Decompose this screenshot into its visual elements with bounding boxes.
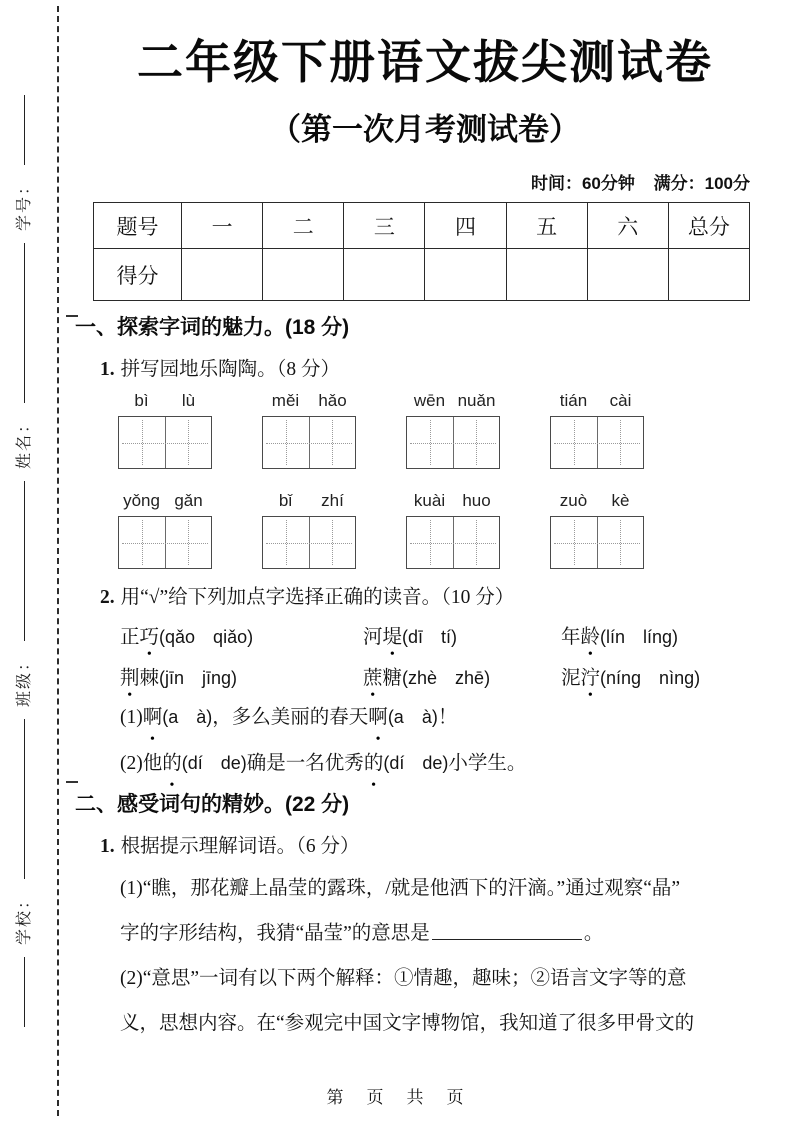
score-cell-empty xyxy=(263,249,344,301)
dotted-char: 啊 xyxy=(368,707,388,728)
text-segment: 正 xyxy=(120,627,140,648)
writing-grid-cell xyxy=(453,517,500,568)
score-cell-empty xyxy=(344,249,425,301)
student-info-label: 姓名： xyxy=(15,414,33,469)
writing-grid-box xyxy=(118,516,212,569)
pinyin-grid-row xyxy=(118,391,775,469)
text-segment: (dí de) xyxy=(383,753,449,773)
pinyin-labels xyxy=(262,391,356,416)
pinyin-grid-row xyxy=(118,491,775,569)
text-segment: (dí de) xyxy=(181,753,247,773)
pinyin-syllable: huo xyxy=(462,491,491,510)
writing-grid-box xyxy=(406,516,500,569)
score-table-column: 总分 xyxy=(668,203,749,249)
text-segment: (a à) xyxy=(387,707,438,727)
writing-grid-cell xyxy=(551,517,597,568)
pinyin-syllable: bǐ xyxy=(278,491,293,510)
writing-grid-cell xyxy=(309,517,356,568)
writing-grid-box xyxy=(262,516,356,569)
text-segment: 糖 xyxy=(382,668,403,689)
score-table-header-label: 题号 xyxy=(94,203,182,249)
text-segment: 确是一名优秀 xyxy=(246,753,364,774)
pinyin-syllable: lù xyxy=(181,391,196,410)
question-number: 2. xyxy=(100,587,115,608)
text-segment: ！ xyxy=(437,707,458,728)
dotted-char: 泞 xyxy=(580,668,601,689)
writing-grid-cell xyxy=(119,517,165,568)
question-number: 1. xyxy=(100,359,115,380)
dotted-char: 的 xyxy=(363,753,384,774)
score-cell-empty xyxy=(425,249,506,301)
writing-grid-cell xyxy=(263,417,309,468)
pinyin-word-group xyxy=(406,491,500,569)
pinyin-labels xyxy=(406,391,500,416)
pinyin-syllable: bì xyxy=(134,391,149,410)
reading-choice-item xyxy=(120,662,363,690)
writing-grid-cell xyxy=(165,517,212,568)
writing-grid-box xyxy=(406,416,500,469)
writing-grid-cell xyxy=(263,517,309,568)
student-info-label: 学号： xyxy=(15,176,33,231)
text-segment: (jīn jīng) xyxy=(159,668,238,688)
score-table-column: 四 xyxy=(425,203,506,249)
text-segment: (qǎo qiǎo) xyxy=(159,627,254,647)
score-table-column: 一 xyxy=(182,203,263,249)
pinyin-word-group xyxy=(262,491,356,569)
exam-content xyxy=(75,0,775,1046)
full-score: 满分：100分 xyxy=(653,174,750,193)
question-text: 根据提示理解词语。（6 分） xyxy=(120,836,360,857)
text-segment: 河 xyxy=(363,627,383,648)
text-segment: 年 xyxy=(561,627,581,648)
text-segment: (2)“意思”一词有以下两个解释：①情趣，趣味；②语言文字等的意 xyxy=(120,968,687,989)
writing-grid-cell xyxy=(309,417,356,468)
exam-meta xyxy=(75,169,775,194)
pinyin-syllable: nuǎn xyxy=(457,391,496,410)
writing-grid-cell xyxy=(551,417,597,468)
text-segment: 义，思想内容。在“参观完中国文字博物馆，我知道了很多甲骨文的 xyxy=(120,1013,695,1034)
writing-grid-cell xyxy=(597,517,644,568)
text-segment: (dī tí) xyxy=(402,627,458,647)
pinyin-syllable: zhí xyxy=(321,491,344,510)
score-cell-empty xyxy=(506,249,587,301)
reading-choice-item xyxy=(561,662,775,690)
score-cell-empty xyxy=(182,249,263,301)
paragraph-line xyxy=(120,1001,775,1046)
question-text: 拼写园地乐陶陶。（8 分） xyxy=(120,359,341,380)
pinyin-syllable: cài xyxy=(609,391,632,410)
pinyin-syllable: zuò xyxy=(559,491,588,510)
pinyin-word-group xyxy=(550,391,644,469)
page-title: 二年级下册语文拔尖测试卷 xyxy=(137,36,713,88)
pinyin-labels xyxy=(262,491,356,516)
score-table-column: 六 xyxy=(587,203,668,249)
text-segment: 。 xyxy=(583,923,604,944)
reading-choice-grid xyxy=(120,621,775,690)
text-segment: 泥 xyxy=(561,668,581,689)
dotted-char: 巧 xyxy=(139,627,160,648)
pinyin-syllable: měi xyxy=(271,391,300,410)
question-1-2 xyxy=(100,581,775,609)
question-1-1 xyxy=(100,353,775,381)
dotted-char: 荆 xyxy=(120,668,140,689)
text-segment: ，多么美丽的春天 xyxy=(212,707,369,728)
text-segment: (1)“瞧，那花瓣上晶莹的露珠，/就是他洒下的汗滴。”通过观察“晶” xyxy=(120,878,681,899)
score-table-column: 二 xyxy=(263,203,344,249)
section-2-heading: 二、感受词句的精妙。(22 分) xyxy=(75,793,350,816)
pinyin-word-group xyxy=(118,491,212,569)
pinyin-syllable: kuài xyxy=(413,491,446,510)
writing-grid-cell xyxy=(407,517,453,568)
text-segment: (níng nìng) xyxy=(600,668,701,688)
pinyin-labels xyxy=(406,491,500,516)
text-segment: (1) xyxy=(120,707,143,728)
reading-choice-item xyxy=(363,662,561,690)
pinyin-labels xyxy=(550,491,644,516)
score-cell-empty xyxy=(668,249,749,301)
writing-grid-box xyxy=(550,516,644,569)
pinyin-labels xyxy=(118,391,212,416)
writing-grid-cell xyxy=(453,417,500,468)
score-table-row-label: 得分 xyxy=(94,249,182,301)
text-segment: 字的字形结构，我猜“晶莹”的意思是 xyxy=(120,923,430,944)
dotted-char: 堤 xyxy=(382,627,403,648)
question-2-1 xyxy=(100,830,775,858)
pinyin-syllable: kè xyxy=(611,491,630,510)
text-segment: (2)他 xyxy=(120,753,163,774)
text-segment: 棘 xyxy=(139,668,160,689)
pinyin-word-group xyxy=(262,391,356,469)
pinyin-labels xyxy=(118,491,212,516)
text-segment: 小学生。 xyxy=(448,753,527,774)
binding-dashed-line xyxy=(57,6,59,1116)
text-segment: (zhè zhē) xyxy=(402,668,491,688)
score-cell-empty xyxy=(587,249,668,301)
score-table xyxy=(93,202,750,301)
fill-in-line xyxy=(24,719,25,879)
score-table-column: 五 xyxy=(506,203,587,249)
dotted-char: 的 xyxy=(162,753,182,774)
writing-grid-cell xyxy=(119,417,165,468)
pinyin-syllable: hǎo xyxy=(318,391,347,410)
writing-grid-box xyxy=(550,416,644,469)
comprehension-paragraphs xyxy=(120,866,775,1046)
pinyin-syllable: wēn xyxy=(413,391,446,410)
dotted-char: 蔗 xyxy=(363,668,383,689)
fill-in-line xyxy=(24,957,25,1027)
fill-in-line xyxy=(24,95,25,165)
pinyin-word-group xyxy=(118,391,212,469)
page-footer: 第 页 共 页 xyxy=(326,1088,467,1107)
writing-grid-box xyxy=(262,416,356,469)
writing-grid-cell xyxy=(597,417,644,468)
text-segment: (lín líng) xyxy=(600,627,679,647)
student-info-margin xyxy=(2,0,42,1122)
sub-question-2 xyxy=(120,747,775,780)
pinyin-syllable: tián xyxy=(559,391,588,410)
pinyin-writing-grids xyxy=(75,391,775,569)
reading-choice-item xyxy=(561,621,775,649)
fill-in-line xyxy=(24,481,25,641)
writing-grid-box xyxy=(118,416,212,469)
page-subtitle: （第一次月考测试卷） xyxy=(270,112,580,147)
paragraph-line xyxy=(120,911,775,956)
fill-in-line xyxy=(24,243,25,403)
dotted-char: 龄 xyxy=(580,627,601,648)
dotted-char: 啊 xyxy=(142,707,163,728)
pinyin-syllable: gǎn xyxy=(174,491,203,510)
time-limit: 时间：60分钟 xyxy=(530,174,635,193)
question-text: 用“√”给下列加点字选择正确的读音。（10 分） xyxy=(120,587,515,608)
pinyin-syllable: yǒng xyxy=(123,491,160,510)
paragraph-line xyxy=(120,956,775,1001)
student-info-label: 班级： xyxy=(15,653,33,708)
score-table-column: 三 xyxy=(344,203,425,249)
answer-blank xyxy=(432,934,582,940)
question-number: 1. xyxy=(100,836,115,857)
reading-choice-item xyxy=(120,621,363,649)
text-segment: (a à) xyxy=(162,707,213,727)
section-1-heading: 一、探索字词的魅力。(18 分) xyxy=(75,316,350,339)
writing-grid-cell xyxy=(407,417,453,468)
sub-question-1 xyxy=(120,701,775,734)
writing-grid-cell xyxy=(165,417,212,468)
reading-choice-item xyxy=(363,621,561,649)
pinyin-word-group xyxy=(550,491,644,569)
pinyin-word-group xyxy=(406,391,500,469)
paragraph-line xyxy=(120,866,775,911)
pinyin-labels xyxy=(550,391,644,416)
student-info-label: 学校： xyxy=(15,891,33,946)
